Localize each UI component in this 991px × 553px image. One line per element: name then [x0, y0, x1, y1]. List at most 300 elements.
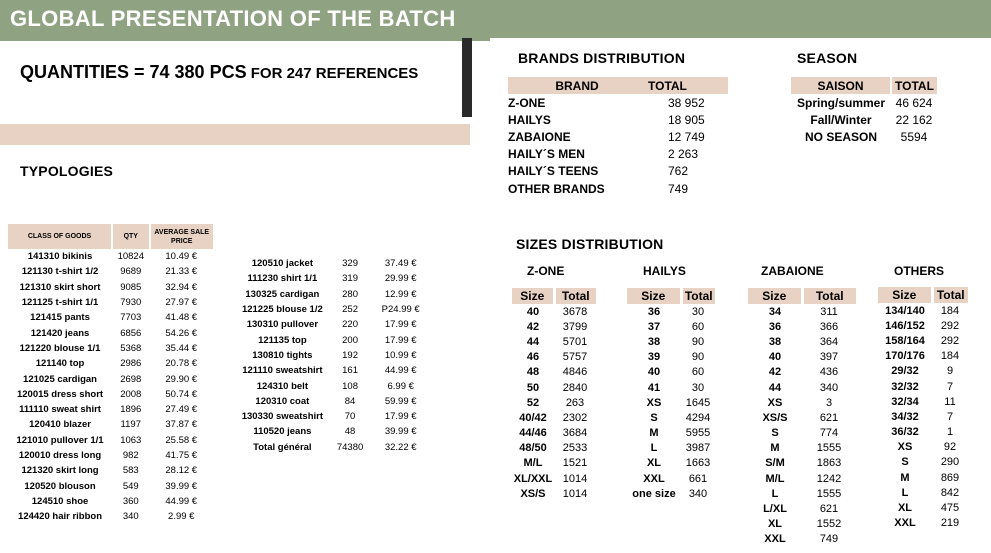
qty-cell: 220	[342, 319, 358, 331]
size-cell: XL	[646, 457, 662, 470]
typology-row	[8, 325, 213, 340]
size-row	[748, 471, 856, 486]
size-cell: M/L	[765, 472, 785, 485]
size-row	[512, 350, 596, 365]
total-header: Total	[554, 288, 596, 304]
size-row	[878, 333, 968, 348]
size-cell: 42	[526, 320, 540, 333]
price-cell: 29.90 €	[165, 373, 198, 385]
total-cell: 842	[940, 486, 960, 499]
brand-row	[508, 163, 728, 180]
class-cell: 121130 t-shirt 1/2	[21, 266, 99, 278]
total-cell: 366	[819, 320, 839, 333]
total-cell: 3678	[562, 305, 588, 318]
typology-row	[8, 494, 213, 509]
size-row	[748, 365, 856, 380]
size-cell: 32/34	[891, 395, 919, 408]
size-row	[512, 365, 596, 380]
class-cell: 130330 sweatshirt	[241, 411, 324, 423]
typology-row	[8, 509, 213, 524]
size-cell: 44	[526, 335, 540, 348]
class-cell: 141310 bikinis	[27, 251, 93, 263]
total-cell: 2533	[562, 442, 588, 455]
qty-cell: 583	[122, 465, 139, 477]
class-cell: 130325 cardigan	[245, 288, 320, 300]
class-cell: 121420 jeans	[30, 327, 90, 339]
typologies-table-right	[237, 256, 429, 455]
size-cell: L	[771, 487, 779, 500]
size-row	[627, 380, 715, 395]
typology-row	[237, 378, 429, 393]
typology-row	[237, 424, 429, 439]
total-cell: 2840	[562, 381, 588, 394]
size-row	[748, 380, 856, 395]
typology-row	[8, 341, 213, 356]
price-cell: 21.33 €	[165, 266, 198, 278]
size-cell: 134/140	[885, 304, 925, 317]
size-cell: 38	[647, 335, 661, 348]
class-cell: 124420 hair ribbon	[18, 511, 102, 523]
size-row	[512, 456, 596, 471]
size-row	[748, 532, 856, 547]
qty-cell: 360	[122, 495, 139, 507]
size-cell: 32/32	[891, 380, 919, 393]
size-cell: 44	[768, 381, 782, 394]
size-row	[512, 319, 596, 334]
zone-sizes-table	[512, 288, 596, 501]
total-cell: 90	[691, 351, 705, 364]
total-cell: 219	[940, 517, 960, 530]
size-row	[512, 395, 596, 410]
qty-cell: 70	[344, 411, 356, 423]
typology-row	[237, 332, 429, 347]
qty-cell: 7703	[120, 312, 142, 324]
size-row	[748, 395, 856, 410]
qty-cell: 340	[122, 511, 139, 523]
total-cell: 661	[688, 472, 708, 485]
total-cell: 7	[946, 410, 954, 423]
total-cell: 9	[946, 365, 954, 378]
size-row	[748, 410, 856, 425]
qty-cell: 108	[342, 380, 358, 392]
brands-table	[508, 77, 728, 197]
price-cell: 27.49 €	[165, 404, 198, 416]
qty-cell: 549	[122, 480, 139, 492]
size-cell: 40	[647, 366, 661, 379]
total-cell: 60	[691, 366, 705, 379]
total-cell: 869	[940, 471, 960, 484]
typology-row	[8, 463, 213, 478]
typology-row	[8, 417, 213, 432]
price-cell: 54.26 €	[165, 327, 198, 339]
class-cell: 111110 sweat shirt	[19, 404, 101, 416]
price-cell: 44.99 €	[165, 495, 198, 507]
season-name-cell: Fall/Winter	[810, 112, 872, 127]
size-cell: L	[650, 442, 658, 455]
size-row	[748, 517, 856, 532]
brand-total-cell: 749	[668, 181, 689, 196]
size-row	[627, 486, 715, 501]
total-cell: 3987	[685, 442, 711, 455]
size-cell: M	[900, 471, 910, 484]
size-row	[748, 334, 856, 349]
qty-cell: 329	[342, 258, 358, 270]
price-cell: 2.99 €	[168, 511, 195, 523]
qty-cell: 280	[342, 288, 358, 300]
typologies-table-left	[8, 224, 213, 524]
typology-row	[8, 387, 213, 402]
total-cell: 4846	[562, 366, 588, 379]
total-header: Total	[802, 288, 856, 304]
price-cell: 35.44 €	[165, 342, 198, 354]
size-row	[627, 410, 715, 425]
season-header-total: TOTAL	[891, 77, 937, 94]
size-row	[878, 440, 968, 455]
total-cell: 1521	[562, 457, 588, 470]
size-header: Size	[748, 288, 802, 304]
others-sizes-title: OTHERS	[894, 264, 945, 278]
brand-name-cell: OTHER BRANDS	[508, 181, 605, 196]
season-row	[791, 94, 937, 111]
size-cell: 146/152	[885, 319, 925, 332]
class-cell: 120310 coat	[255, 395, 310, 407]
brand-header-brand: BRAND	[508, 77, 646, 94]
typology-row	[8, 448, 213, 463]
size-cell: L/XL	[763, 503, 787, 516]
size-cell: XXL	[894, 517, 916, 530]
qty-cell: 48	[344, 426, 356, 438]
total-cell: 7	[946, 380, 954, 393]
season-table	[791, 77, 937, 146]
total-cell: 3684	[562, 427, 588, 440]
size-cell: 50	[526, 381, 540, 394]
size-cell: 42	[768, 366, 782, 379]
total-cell: 90	[691, 335, 705, 348]
total-cell: 292	[940, 319, 960, 332]
qty-cell: 252	[342, 304, 358, 316]
size-row	[878, 394, 968, 409]
beige-band	[0, 124, 470, 145]
qty-cell: 200	[342, 334, 358, 346]
price-cell: 29.99 €	[384, 273, 417, 285]
size-cell: 40	[526, 305, 540, 318]
size-row	[627, 304, 715, 319]
size-cell: M/L	[523, 457, 543, 470]
price-cell: 44.99 €	[384, 365, 417, 377]
size-cell: 34	[768, 305, 782, 318]
size-cell: 39	[647, 351, 661, 364]
size-row	[878, 425, 968, 440]
qty-cell: 6856	[120, 327, 142, 339]
size-row	[748, 486, 856, 501]
class-cell: 120410 blazer	[29, 419, 91, 431]
size-cell: XS/S	[762, 411, 788, 424]
price-cell: P24.99 €	[381, 304, 420, 316]
size-row	[627, 471, 715, 486]
size-row	[878, 500, 968, 515]
size-row	[878, 379, 968, 394]
brand-total-cell: 38 952	[668, 95, 705, 110]
total-cell: 1242	[816, 472, 842, 485]
typology-row	[8, 249, 213, 264]
typology-row	[8, 478, 213, 493]
price-cell: 41.75 €	[165, 450, 198, 461]
size-cell: XL	[897, 502, 913, 515]
qty-cell: 5368	[120, 342, 142, 354]
class-cell: 121320 skirt long	[21, 465, 99, 477]
brand-row	[508, 146, 728, 163]
size-row	[748, 456, 856, 471]
size-cell: XS	[897, 441, 913, 454]
size-row	[878, 364, 968, 379]
total-cell: 340	[819, 381, 839, 394]
total-cell: 1863	[816, 457, 842, 470]
size-row	[878, 303, 968, 318]
total-cell: 1555	[816, 442, 842, 455]
quantities-main: QUANTITIES = 74 380 PCS	[20, 62, 247, 82]
size-cell: 37	[647, 320, 661, 333]
class-cell: 121415 pants	[30, 312, 90, 324]
total-cell: 1552	[816, 518, 842, 531]
price-cell: 37.49 €	[384, 258, 417, 270]
total-header: Total	[681, 288, 715, 304]
typology-row	[8, 295, 213, 310]
brand-header-total: TOTAL	[646, 77, 728, 94]
hailys-sizes-table	[627, 288, 715, 501]
brand-total-cell: 18 905	[668, 112, 705, 127]
class-cell: 124310 belt	[256, 380, 308, 392]
typology-row	[237, 363, 429, 378]
size-row	[512, 471, 596, 486]
typology-row	[237, 317, 429, 332]
size-row	[627, 441, 715, 456]
class-cell: 121125 t-shirt 1/1	[21, 297, 99, 309]
size-row	[512, 334, 596, 349]
class-cell: 121110 sweatshirt	[242, 365, 323, 377]
size-row	[627, 456, 715, 471]
size-row	[878, 485, 968, 500]
page-title: GLOBAL PRESENTATION OF THE BATCH	[10, 6, 456, 31]
class-cell: 124510 shoe	[31, 495, 89, 507]
size-cell: 44/46	[519, 427, 547, 440]
total-cell: 364	[819, 335, 839, 348]
size-cell: S/M	[765, 457, 785, 470]
typology-row	[237, 271, 429, 286]
title-underline	[0, 38, 490, 41]
typology-row	[237, 302, 429, 317]
title-bar	[0, 0, 991, 38]
typology-row	[237, 256, 429, 271]
size-row	[748, 304, 856, 319]
size-row	[878, 455, 968, 470]
size-cell: XS/S	[520, 487, 546, 500]
season-row	[791, 128, 937, 145]
brand-name-cell: Z-ONE	[508, 95, 546, 110]
typo-header-price: AVERAGE SALE PRICE	[150, 224, 214, 249]
size-cell: XL/XXL	[513, 472, 553, 485]
size-cell: 36	[768, 320, 782, 333]
size-row	[627, 395, 715, 410]
size-cell: 40/42	[519, 411, 547, 424]
total-cell: 184	[940, 304, 960, 317]
size-row	[878, 516, 968, 531]
total-cell: 5955	[685, 427, 711, 440]
size-cell: XXL	[643, 472, 665, 485]
size-row	[878, 470, 968, 485]
size-header: Size	[878, 287, 932, 303]
brand-total-cell: 2 263	[668, 147, 699, 162]
size-cell: 170/176	[885, 350, 925, 363]
qty-cell: 74380	[336, 441, 364, 453]
typologies-title: TYPOLOGIES	[20, 163, 114, 179]
qty-cell: 2986	[120, 358, 142, 370]
size-cell: 34/32	[891, 410, 919, 423]
brand-row	[508, 180, 728, 197]
total-cell: 1555	[816, 487, 842, 500]
qty-cell: 1896	[120, 404, 142, 416]
class-cell: 120015 dress short	[16, 388, 104, 400]
quantities-suffix: FOR 247 REFERENCES	[246, 65, 419, 82]
season-name-cell: Spring/summer	[796, 95, 886, 110]
size-row	[512, 426, 596, 441]
price-cell: 10.49 €	[165, 251, 198, 263]
qty-cell: 2698	[120, 373, 142, 385]
total-cell: 1645	[685, 396, 711, 409]
typology-row	[8, 264, 213, 279]
size-row	[748, 350, 856, 365]
typology-row	[237, 409, 429, 424]
size-cell: 29/32	[891, 365, 919, 378]
size-cell: 52	[526, 396, 540, 409]
size-cell: 36/32	[891, 426, 919, 439]
class-cell: 110520 jeans	[253, 426, 312, 438]
size-header: Size	[512, 288, 554, 304]
size-row	[878, 318, 968, 333]
size-cell: M	[649, 427, 659, 440]
size-cell: 48	[526, 366, 540, 379]
price-cell: 32.22 €	[384, 441, 417, 453]
qty-cell: 9689	[120, 266, 142, 278]
total-cell: 292	[940, 334, 960, 347]
size-row	[627, 426, 715, 441]
total-cell: 5757	[562, 351, 588, 364]
price-cell: 17.99 €	[384, 411, 417, 423]
total-cell: 436	[819, 366, 839, 379]
total-cell: 92	[943, 441, 957, 454]
total-cell: 475	[940, 502, 960, 515]
price-cell: 12.99 €	[384, 288, 417, 300]
season-header-saison: SAISON	[791, 77, 891, 94]
total-cell: 4294	[685, 411, 711, 424]
size-cell: 158/164	[885, 334, 925, 347]
size-row	[512, 486, 596, 501]
size-row	[512, 304, 596, 319]
total-cell: 3799	[562, 320, 588, 333]
total-cell: 263	[565, 396, 585, 409]
total-cell: 340	[688, 487, 708, 500]
size-row	[878, 409, 968, 424]
typology-row	[237, 394, 429, 409]
total-cell: 621	[819, 503, 839, 516]
vertical-divider	[462, 38, 472, 117]
class-cell: 121220 blouse 1/1	[19, 342, 101, 354]
brand-total-cell: 762	[668, 164, 689, 179]
season-row	[791, 111, 937, 128]
size-cell: L	[901, 486, 909, 499]
qty-cell: 982	[122, 450, 139, 461]
price-cell: 25.58 €	[165, 434, 198, 446]
season-total-cell: 46 624	[895, 95, 933, 110]
typology-row	[8, 280, 213, 295]
total-cell: 11	[944, 395, 956, 408]
total-cell: 30	[691, 305, 705, 318]
price-cell: 27.97 €	[165, 297, 198, 309]
size-row	[627, 334, 715, 349]
size-row	[748, 441, 856, 456]
class-cell: 111230 shirt 1/1	[247, 273, 318, 285]
class-cell: 130810 tights	[252, 349, 313, 361]
size-row	[512, 410, 596, 425]
class-cell: 121010 pullover 1/1	[16, 434, 104, 446]
total-cell: 749	[819, 533, 839, 546]
sizes-title: SIZES DISTRIBUTION	[516, 236, 664, 252]
size-row	[748, 319, 856, 334]
others-sizes-table	[878, 287, 968, 531]
class-cell: 120010 dress long	[18, 450, 102, 461]
price-cell: 50.74 €	[165, 388, 198, 400]
size-cell: 36	[647, 305, 661, 318]
class-cell: 121135 top	[258, 334, 307, 346]
size-row	[627, 319, 715, 334]
size-cell: S	[650, 411, 658, 424]
brand-row	[508, 94, 728, 111]
total-cell: 290	[940, 456, 960, 469]
size-cell: XS	[767, 396, 783, 409]
qty-cell: 1197	[120, 419, 141, 431]
total-cell: 1014	[562, 472, 588, 485]
qty-cell: 192	[342, 349, 358, 361]
season-total-cell: 22 162	[895, 112, 933, 127]
brand-row	[508, 128, 728, 145]
price-cell: 39.99 €	[384, 426, 417, 438]
size-cell: one size	[632, 487, 676, 500]
quantities-line	[20, 62, 418, 83]
brand-name-cell: HAILY´S MEN	[508, 147, 585, 162]
class-cell: 121025 cardigan	[23, 373, 97, 385]
brand-total-cell: 12 749	[668, 129, 705, 144]
brand-name-cell: HAILY´S TEENS	[508, 164, 599, 179]
size-cell: 38	[768, 335, 782, 348]
qty-cell: 7930	[120, 297, 142, 309]
price-cell: 10.99 €	[384, 349, 417, 361]
total-cell: 1663	[685, 457, 711, 470]
size-row	[512, 441, 596, 456]
price-cell: 32.94 €	[165, 281, 198, 293]
typo-header-qty: QTY	[112, 224, 149, 249]
total-cell: 184	[940, 350, 960, 363]
total-cell: 1	[946, 426, 954, 439]
size-row	[878, 349, 968, 364]
price-cell: 59.99 €	[384, 395, 417, 407]
season-title: SEASON	[797, 50, 858, 66]
qty-cell: 9085	[120, 281, 142, 293]
class-cell: 120510 jacket	[251, 258, 313, 270]
class-cell: 121310 skirt short	[19, 281, 101, 293]
size-header: Size	[627, 288, 681, 304]
total-cell: 2302	[562, 411, 588, 424]
class-cell: 121140 top	[35, 358, 85, 370]
typology-row	[237, 287, 429, 302]
